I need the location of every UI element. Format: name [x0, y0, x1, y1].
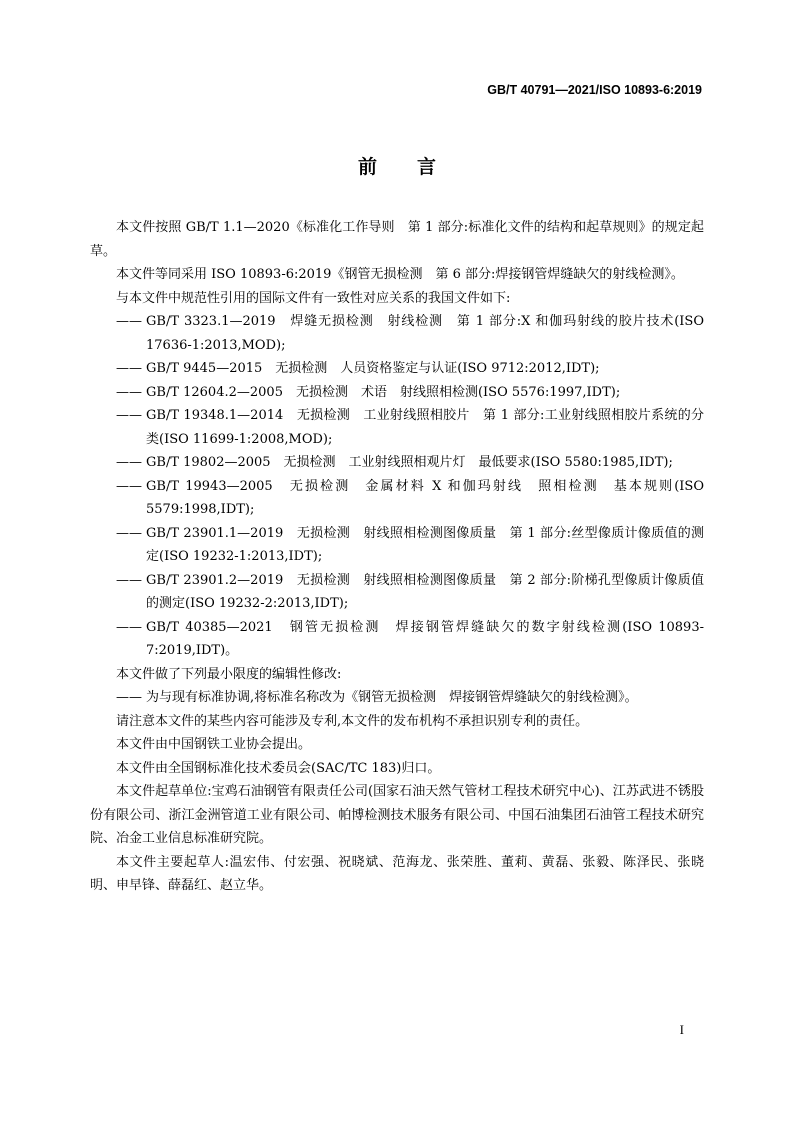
dash-marker: —— — [116, 478, 142, 494]
reference-text: GB/T 19802—2005 无损检测 工业射线照相观片灯 最低要求(ISO 5580:1985,IDT); — [146, 455, 673, 470]
reference-item — [90, 522, 704, 569]
paragraph: 本文件主要起草人:温宏伟、付宏强、祝晓斌、范海龙、张荣胜、董莉、黄磊、张毅、陈泽民、张晓明、申早锋、薛磊红、赵立华。 — [90, 854, 704, 893]
paragraph: 本文件由全国钢标准化技术委员会(SAC/TC 183)归口。 — [116, 760, 441, 776]
page-number: I — [679, 1022, 684, 1037]
reference-item — [90, 475, 704, 522]
dash-marker: —— — [116, 525, 142, 541]
paragraph: 请注意本文件的某些内容可能涉及专利,本文件的发布机构不承担识别专利的责任。 — [116, 713, 589, 729]
paragraph: 与本文件中规范性引用的国际文件有一致性对应关系的我国文件如下: — [116, 290, 511, 306]
paragraph: 本文件按照 GB/T 1.1—2020《标准化工作导则 第 1 部分:标准化文件的结构和起草规则》的规定起草。 — [90, 220, 704, 259]
paragraph: 本文件做了下列最小限度的编辑性修改: — [116, 666, 342, 682]
dash-marker: —— — [116, 690, 142, 705]
reference-item — [90, 451, 704, 475]
dash-marker: —— — [116, 384, 142, 400]
reference-text: GB/T 40385—2021 钢管无损检测 焊接钢管焊缝缺欠的数字射线检测(ISO 10893-7:2019,IDT)。 — [146, 619, 704, 658]
reference-text: GB/T 19348.1—2014 无损检测 工业射线照相胶片 第 1 部分:工业射线照相胶片系统的分类(ISO 11699-1:2008,MOD); — [146, 408, 704, 447]
reference-item — [90, 569, 704, 616]
dash-marker: —— — [116, 314, 142, 329]
dash-marker: —— — [116, 408, 142, 423]
reference-text: GB/T 19943—2005 无损检测 金属材料 X 和伽玛射线 照相检测 基本规则(ISO 5579:1998,IDT); — [146, 478, 704, 517]
paragraph: 本文件由中国钢铁工业协会提出。 — [116, 737, 312, 752]
standard-code: GB/T 40791—2021/ISO 10893-6:2019 — [487, 83, 702, 97]
reference-item — [90, 310, 704, 357]
paragraph: 本文件起草单位:宝鸡石油钢管有限责任公司(国家石油天然气管材工程技术研究中心)、江苏武进不锈股份有限公司、浙江金洲管道工业有限公司、帕博检测技术服务有限公司、中国石油集团石油管工程技术研究院、冶金工业信息标准研究院。 — [90, 784, 704, 846]
dash-marker: —— — [116, 455, 142, 470]
edit-item — [90, 686, 704, 710]
reference-item — [90, 381, 704, 405]
page-title: 前言 — [357, 156, 476, 178]
reference-text: GB/T 12604.2—2005 无损检测 术语 射线照相检测(ISO 5576:1997,IDT); — [146, 384, 621, 400]
dash-marker: —— — [116, 619, 142, 635]
reference-item — [90, 404, 704, 451]
document-body — [90, 216, 704, 898]
reference-item — [90, 357, 704, 381]
reference-text: GB/T 23901.1—2019 无损检测 射线照相检测图像质量 第 1 部分:丝型像质计像质值的测定(ISO 19232-1:2013,IDT); — [146, 525, 704, 564]
edit-text: 为与现有标准协调,将标准名称改为《钢管无损检测 焊接钢管焊缝缺欠的射线检测》。 — [146, 690, 638, 705]
reference-item — [90, 616, 704, 663]
reference-text: GB/T 23901.2—2019 无损检测 射线照相检测图像质量 第 2 部分:阶梯孔型像质计像质值的测定(ISO 19232-2:2013,IDT); — [146, 572, 704, 611]
dash-marker: —— — [116, 361, 142, 376]
dash-marker: —— — [116, 572, 142, 588]
reference-text: GB/T 3323.1—2019 焊缝无损检测 射线检测 第 1 部分:X 和伽玛射线的胶片技术(ISO 17636-1:2013,MOD); — [146, 314, 704, 353]
reference-text: GB/T 9445—2015 无损检测 人员资格鉴定与认证(ISO 9712:2012,IDT); — [146, 361, 600, 376]
paragraph: 本文件等同采用 ISO 10893-6:2019《钢管无损检测 第 6 部分:焊接钢管焊缝缺欠的射线检测》。 — [116, 267, 684, 282]
